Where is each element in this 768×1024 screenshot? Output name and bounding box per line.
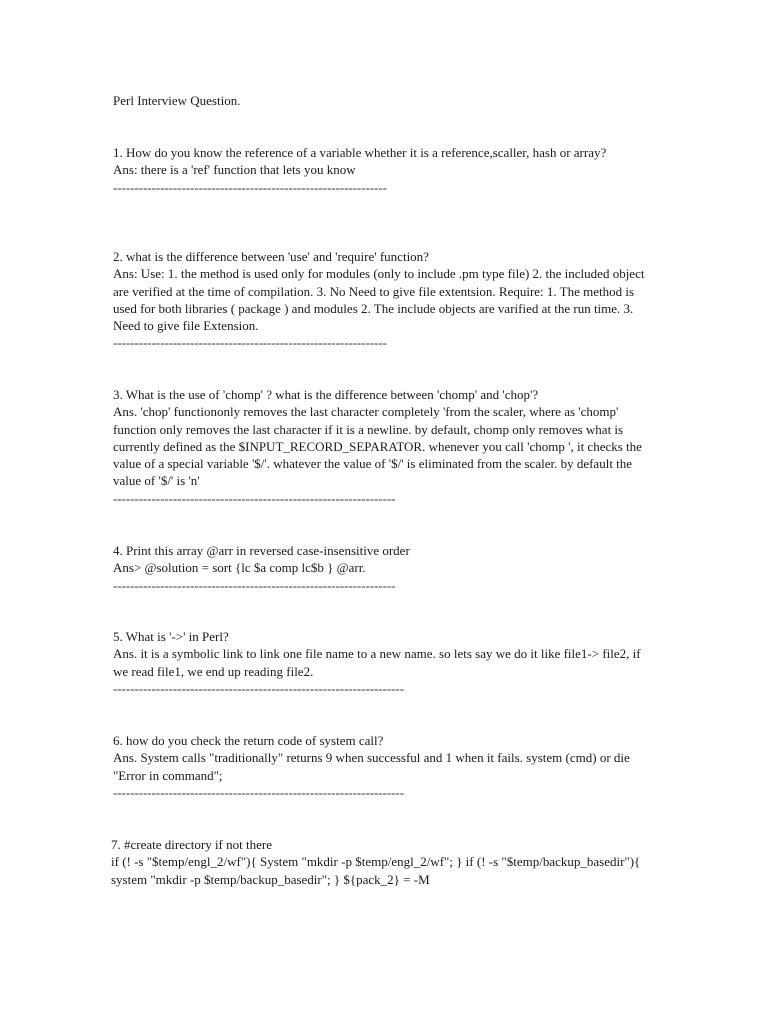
question-text: 2. what is the difference between 'use' and 'require' function?	[113, 249, 429, 264]
question-text: 3. What is the use of 'chomp' ? what is the difference between 'chomp' and 'chop'?	[113, 387, 539, 402]
qa-block-2	[113, 248, 658, 352]
answer-text: Ans> @solution = sort {lc $a comp lc$b } @arr.	[113, 560, 366, 576]
qa-block-5	[113, 628, 658, 697]
question-text: 7. #create directory if not there	[111, 837, 272, 852]
question-text: 6. how do you check the return code of system call?	[113, 733, 384, 748]
separator-line: --------------------------------------------------------------------	[113, 784, 404, 800]
separator-line: ------------------------------------------------------------------	[113, 490, 396, 506]
answer-text: Ans. it is a symbolic link to link one file name to a new name. so lets say we do it like file1-> file2, if we read file1, we end up reading file2.	[113, 646, 644, 679]
answer-text: Ans. 'chop' functiononly removes the last character completely 'from the scaler, where as 'chomp' function only removes the last character if it is a newline. by default, chomp only removes what is currently defined as the $INPUT_RECORD_SEPARATOR. whenever you call 'chomp ', it checks the value of a special variable '$/'. whatever the value of '$/' is eliminated from the scaler. by default the value of '$/' is 'n'	[113, 404, 646, 489]
question-text: 5. What is '->' in Perl?	[113, 629, 229, 644]
separator-line: ------------------------------------------------------------------	[113, 577, 396, 593]
document-title: Perl Interview Question.	[113, 93, 241, 108]
separator-line: --------------------------------------------------------------------	[113, 680, 404, 696]
answer-text: Ans: there is a 'ref' function that lets you know	[113, 162, 356, 178]
qa-block-6	[113, 732, 658, 801]
separator-line: ----------------------------------------------------------------	[113, 335, 387, 351]
qa-block-7	[111, 836, 658, 888]
answer-text: Ans: Use: 1. the method is used only for modules (only to include .pm type file) 2. the included object are verified at the time of compilation. 3. No Need to give file extentsion. Require: 1. The method is used for both libraries ( package ) and modules 2. The include objects are varified at the run time. 3. Need to give file Extension.	[113, 266, 648, 334]
separator-line: ----------------------------------------------------------------	[113, 179, 387, 195]
answer-text: Ans. System calls "traditionally" returns 9 when successful and 1 when it fails. system (cmd) or die "Error in command";	[113, 750, 634, 783]
qa-block-3	[113, 386, 658, 507]
question-text: 4. Print this array @arr in reversed case-insensitive order	[113, 543, 410, 558]
code-text: if (! -s "$temp/engl_2/wf"){ System "mkdir -p $temp/engl_2/wf"; } if (! -s "$temp/backup_basedir"){ system "mkdir -p $temp/backup_basedir"; } ${pack_2} = -M	[111, 854, 644, 887]
qa-block-1	[113, 144, 658, 196]
qa-block-4	[113, 542, 658, 594]
question-text: 1. How do you know the reference of a variable whether it is a reference,scaller, hash or array?	[113, 145, 607, 160]
